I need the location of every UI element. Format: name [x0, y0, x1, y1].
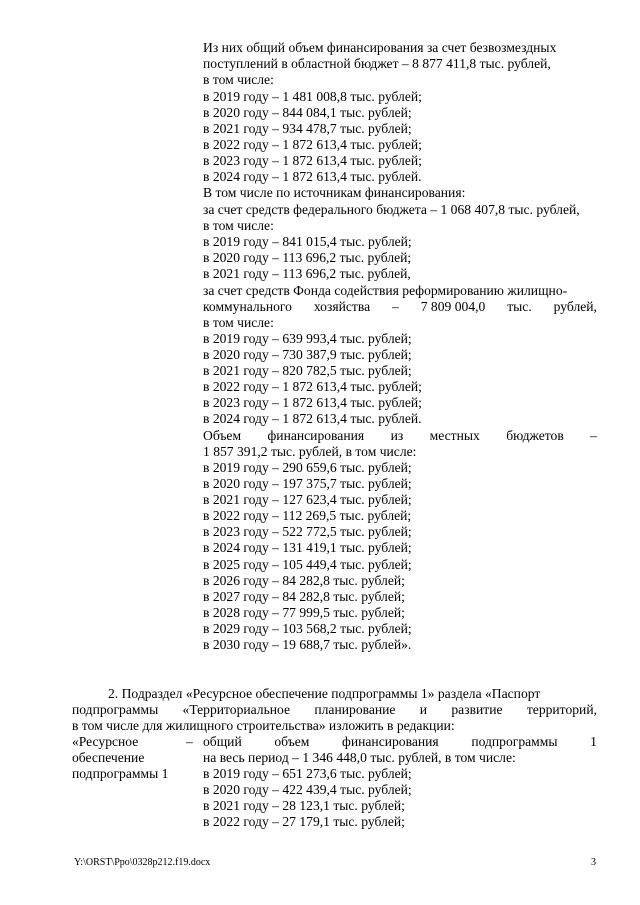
fund-word: коммунального [203, 299, 292, 314]
item2-word: «Территориальное [182, 702, 291, 717]
table-word: подпрограммы [471, 734, 558, 749]
local-word: бюджетов [506, 428, 564, 443]
federal-incl-line: в том числе: [203, 218, 274, 233]
item2-word: подпрограммы [72, 702, 159, 717]
fund-word: – [392, 299, 399, 314]
table-year-line: в 2020 году – 422 439,4 тыс. рублей; [203, 782, 412, 797]
fund-word: тыс. [507, 299, 532, 314]
sources-heading: В том числе по источникам финансирования: [203, 185, 466, 200]
local-word: финансирования [267, 428, 365, 443]
federal-year-line: в 2020 году – 113 696,2 тыс. рублей; [203, 250, 412, 265]
local-year-line: в 2024 году – 131 419,1 тыс. рублей; [203, 540, 412, 555]
local-year-line: в 2026 году – 84 282,8 тыс. рублей; [203, 573, 405, 588]
local-year-line: в 2021 году – 127 623,4 тыс. рублей; [203, 492, 412, 507]
funding-year-line: в 2021 году – 934 478,7 тыс. рублей; [203, 121, 412, 136]
funding-year-line: в 2019 году – 1 481 008,8 тыс. рублей; [203, 89, 422, 104]
item2-word: территорий, [526, 702, 597, 717]
local-year-line: в 2019 году – 290 659,6 тыс. рублей; [203, 460, 412, 475]
fund-year-line: в 2020 году – 730 387,9 тыс. рублей; [203, 347, 412, 362]
fund-year-line: в 2019 году – 639 993,4 тыс. рублей; [203, 331, 412, 346]
funding-intro-line-3: в том числе: [203, 72, 274, 87]
table-left-line: «Ресурсное [72, 734, 139, 749]
table-word: объем [274, 734, 310, 749]
funding-intro-line-2: поступлений в областной бюджет – 8 877 411,8 тыс. рублей, [203, 56, 551, 71]
local-word: местных [429, 428, 480, 443]
table-year-line: в 2019 году – 651 273,6 тыс. рублей; [203, 766, 412, 781]
table-dash: – [186, 734, 193, 749]
fund-year-line: в 2022 году – 1 872 613,4 тыс. рублей; [203, 379, 422, 394]
federal-budget-line: за счет средств федерального бюджета – 1 068 407,8 тыс. рублей, [203, 202, 580, 217]
local-word: Объем [203, 428, 242, 443]
item2-word: развитие [451, 702, 503, 717]
table-word: 1 [590, 734, 597, 749]
local-year-line: в 2025 году – 105 449,4 тыс. рублей; [203, 557, 412, 572]
local-word: из [390, 428, 404, 443]
funding-year-line: в 2024 году – 1 872 613,4 тыс. рублей. [203, 169, 422, 184]
item2-line-1: 2. Подраздел «Ресурсное обеспечение подпрограммы 1» раздела «Паспорт [108, 686, 541, 701]
local-year-line: в 2030 году – 19 688,7 тыс. рублей». [203, 637, 412, 652]
local-year-line: в 2027 году – 84 282,8 тыс. рублей; [203, 589, 405, 604]
funding-year-line: в 2023 году – 1 872 613,4 тыс. рублей; [203, 153, 422, 168]
fund-word: хозяйства [313, 299, 371, 314]
fund-year-line: в 2023 году – 1 872 613,4 тыс. рублей; [203, 395, 422, 410]
funding-year-line: в 2020 году – 844 084,1 тыс. рублей; [203, 105, 412, 120]
funding-intro-line-1: Из них общий объем финансирования за счет безвозмездных [203, 40, 557, 55]
table-right-line-1 [203, 734, 597, 750]
footer-file-path: Y:\ORST\Ppo\0328p212.f19.docx [74, 857, 211, 868]
table-word: финансирования [342, 734, 439, 749]
local-year-line: в 2020 году – 197 375,7 тыс. рублей; [203, 476, 412, 491]
item2-word: планирование [314, 702, 396, 717]
table-left-line: обеспечение [72, 750, 145, 765]
local-year-line: в 2028 году – 77 999,5 тыс. рублей; [203, 605, 405, 620]
local-year-line: в 2023 году – 522 772,5 тыс. рублей; [203, 524, 412, 539]
local-year-line: в 2029 году – 103 568,2 тыс. рублей; [203, 621, 412, 636]
federal-year-line: в 2021 году – 113 696,2 тыс. рублей, [203, 266, 411, 281]
local-year-line: в 2022 году – 112 269,5 тыс. рублей; [203, 508, 412, 523]
local-word: – [590, 428, 597, 443]
item2-line-3: в том числе для жилищного строительства» изложить в редакции: [72, 718, 455, 733]
table-year-line: в 2022 году – 27 179,1 тыс. рублей; [203, 814, 405, 829]
table-left-line: подпрограммы 1 [72, 766, 169, 781]
item2-word: и [419, 702, 428, 717]
table-word: общий [203, 734, 242, 749]
federal-year-line: в 2019 году – 841 015,4 тыс. рублей; [203, 234, 412, 249]
fund-incl-line: в том числе: [203, 315, 274, 330]
fund-line-1: за счет средств Фонда содействия реформированию жилищно- [203, 283, 568, 298]
fund-line-2 [203, 299, 597, 315]
funding-year-line: в 2022 году – 1 872 613,4 тыс. рублей; [203, 137, 422, 152]
fund-year-line: в 2021 году – 820 782,5 тыс. рублей; [203, 363, 412, 378]
fund-year-line: в 2024 году – 1 872 613,4 тыс. рублей. [203, 411, 422, 426]
item2-line-2 [72, 702, 597, 718]
fund-word: 7 809 004,0 [420, 299, 486, 314]
page-number: 3 [591, 857, 596, 868]
table-right-line-2: на весь период – 1 346 448,0 тыс. рублей, в том числе: [203, 750, 516, 765]
local-line-1 [203, 428, 597, 444]
table-year-line: в 2021 году – 28 123,1 тыс. рублей; [203, 798, 405, 813]
fund-word: рублей, [553, 299, 597, 314]
local-line-2: 1 857 391,2 тыс. рублей, в том числе: [203, 444, 417, 459]
